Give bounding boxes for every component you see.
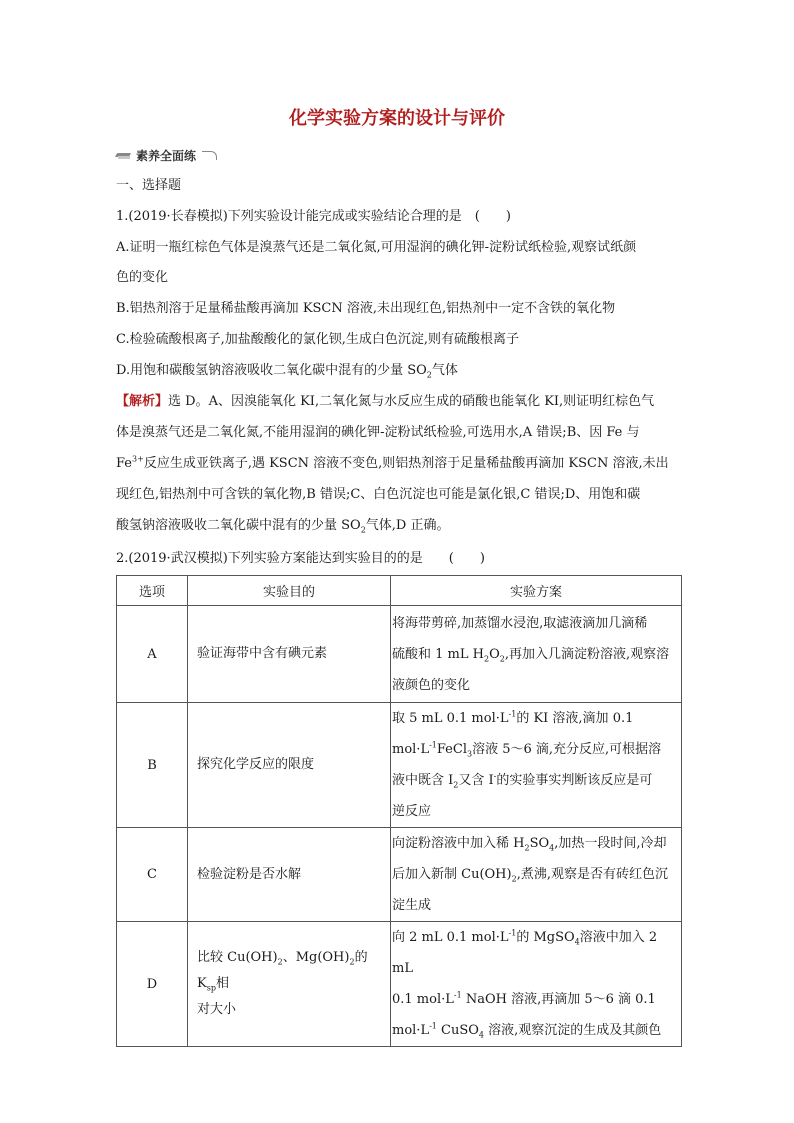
question-1-stem: 1.(2019·长春模拟)下列实验设计能完成或实验结论合理的是 ( ) xyxy=(116,209,511,224)
q1-option-a-line2: 色的变化 xyxy=(116,270,169,285)
q1-option-a-line1: A.证明一瓶红棕色气体是溴蒸气还是二氧化氮,可用湿润的碘化钾-淀粉试纸检验,观察试纸颜 xyxy=(116,240,637,255)
experiment-table xyxy=(116,575,682,1047)
table-header-row xyxy=(117,576,682,606)
q1-analysis-line2: 体是溴蒸气还是二氧化氮,不能用湿润的碘化钾-淀粉试纸检验,可选用水,A 错误;B、因 Fe 与 xyxy=(116,425,640,440)
section-heading: 一、选择题 xyxy=(116,178,182,193)
header-plan: 实验方案 xyxy=(391,576,682,606)
row-plan: 向淀粉溶液中加入稀 $H_2SO_4$,加热一段时间,冷却 后加入新制 $Cu(OH)_2$,煮沸,观察是否有砖红色沉 淀生成 xyxy=(391,828,682,922)
row-option: A xyxy=(117,606,188,703)
q1-option-d: D.用饱和碳酸氢钠溶液吸收二氧化碳中混有的少量 $SO_2$气体 xyxy=(116,363,458,380)
row-plan: 将海带剪碎,加蒸馏水浸泡,取滤液滴加几滴稀 硫酸和 1 mL $H_2O_2$,再加入几滴淀粉溶液,观察溶 液颜色的变化 xyxy=(391,606,682,703)
row-plan: 向 2 mL 0.1 $mol\cdot L^{-1}$的 MgSO$_4$溶液中加入 2 mL 0.1 $mol\cdot L^{-1}$ NaOH 溶液,再滴加 5～6 滴 0.1 $mol\cdot L^{-1}$ CuSO$_4$ 溶液,观察沉淀的生成及其颜色 xyxy=(391,922,682,1047)
table-row xyxy=(117,606,682,703)
badge-tail-decoration xyxy=(202,151,217,160)
section-badge-label: 素养全面练 xyxy=(136,148,197,163)
table-row xyxy=(117,828,682,922)
question-2-stem: 2.(2019·武汉模拟)下列实验方案能达到实验目的的是 ( ) xyxy=(116,551,485,566)
q1-analysis-line4: 现红色,铝热剂中可含铁的氧化物,B 错误;C、白色沉淀也可能是氯化银,C 错误;D、用饱和碳 xyxy=(116,487,641,502)
row-plan: 取 5 mL 0.1 $mol\cdot L^{-1}$的 KI 溶液,滴加 0.1 $mol\cdot L^{-1}FeCl_3$溶液 5～6 滴,充分反应,可根据溶 液中既含 $I_2$又含 I-的实验事实判断该反应是可 逆反应 xyxy=(391,703,682,828)
row-option: C xyxy=(117,828,188,922)
section-badge xyxy=(116,148,217,162)
row-purpose: 检验淀粉是否水解 xyxy=(188,828,391,922)
q1-analysis-line1: 【解析】选 D。A、因溴能氧化 KI,二氧化氮与水反应生成的硝酸也能氧化 KI,则证明红棕色气 xyxy=(116,394,655,409)
pencil-icon xyxy=(116,150,132,160)
table-row xyxy=(117,703,682,828)
row-purpose: 探究化学反应的限度 xyxy=(188,703,391,828)
q1-analysis-line3: $Fe^{3+}$反应生成亚铁离子,遇 KSCN 溶液不变色,则铝热剂溶于足量稀盐酸再滴加 KSCN 溶液,未出 xyxy=(116,454,669,471)
header-option: 选项 xyxy=(117,576,188,606)
q1-option-b: B.铝热剂溶于足量稀盐酸再滴加 KSCN 溶液,未出现红色,铝热剂中一定不含铁的氧化物 xyxy=(116,301,616,316)
q1-analysis-line5: 酸氢钠溶液吸收二氧化碳中混有的少量 $SO_2$气体,D 正确。 xyxy=(116,518,450,535)
row-option: B xyxy=(117,703,188,828)
q1-option-c: C.检验硫酸根离子,加盐酸酸化的氯化钡,生成白色沉淀,则有硫酸根离子 xyxy=(116,332,520,347)
analysis-label: 【解析】 xyxy=(116,394,169,409)
table-row xyxy=(117,922,682,1047)
header-purpose: 实验目的 xyxy=(188,576,391,606)
page-title: 化学实验方案的设计与评价 xyxy=(289,108,505,129)
row-purpose: 验证海带中含有碘元素 xyxy=(188,606,391,703)
row-purpose: 比较 $Cu(OH)_2$、$Mg(OH)_2$的 $K_{sp}$相 对大小 xyxy=(188,922,391,1047)
row-option: D xyxy=(117,922,188,1047)
